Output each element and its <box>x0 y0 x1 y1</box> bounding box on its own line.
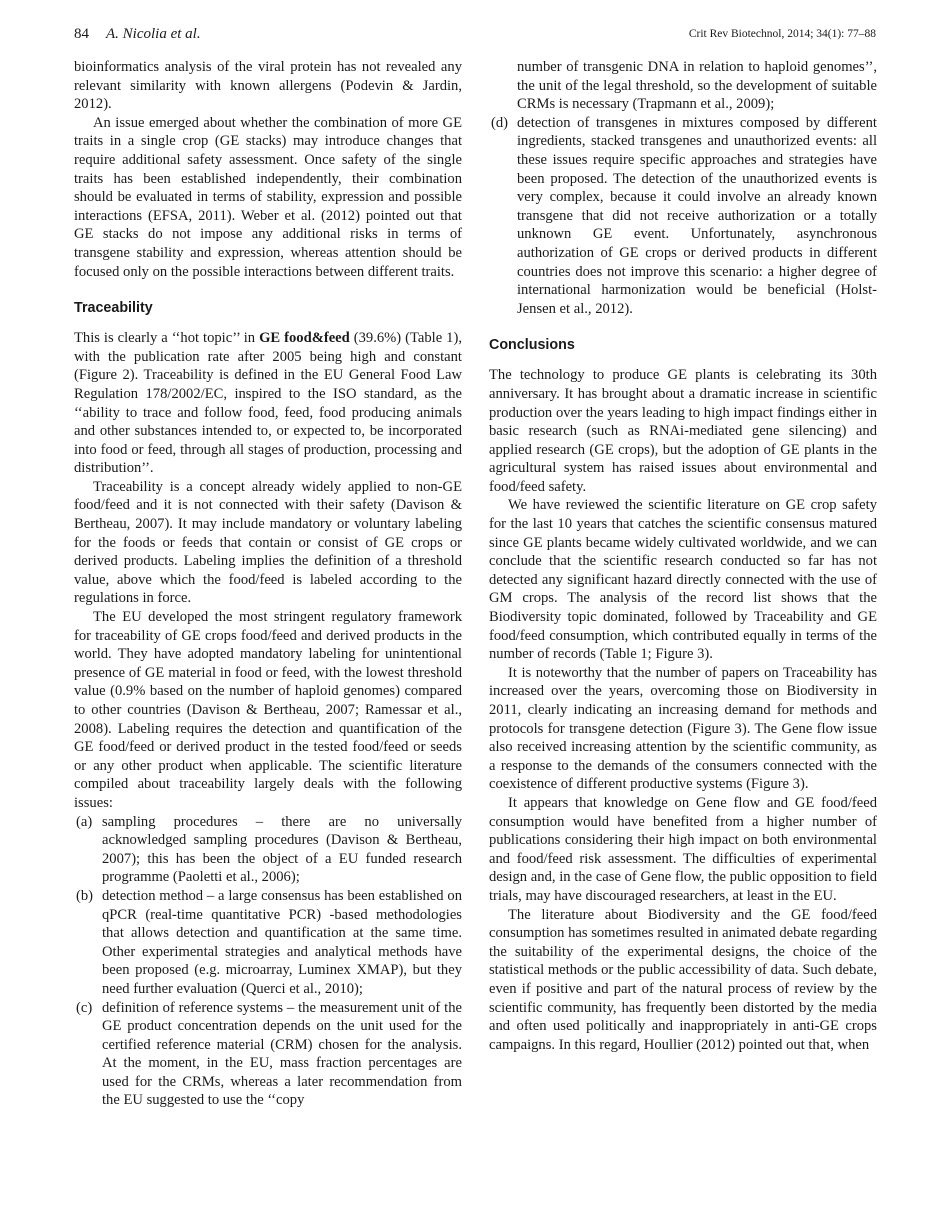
paragraph: We have reviewed the scientific literature on GE crop safety for the last 10 years that catches the scientific consensus matured since GE plants became widely cultivated worldwide, and we can conclude that the scientific research conducted so far has not detected any significant hazard directly connected with the use of GM crops. The analysis of the record list shows that the Biodiversity topic dominated, followed by Traceability and GE food/feed consumption, which contributed equally in terms of the number of records (Table 1; Figure 3). <box>489 497 877 663</box>
left-column <box>74 58 462 1110</box>
section-heading-traceability: Traceability <box>74 300 153 317</box>
list-item <box>74 999 462 1111</box>
list-item <box>489 114 877 319</box>
issue-list <box>74 813 462 1111</box>
list-item <box>74 813 462 887</box>
section-heading-conclusions: Conclusions <box>489 337 575 354</box>
issue-list-continued <box>489 114 877 319</box>
list-label: (b) <box>76 887 94 904</box>
list-label: (d) <box>491 114 509 131</box>
bold-term: GE food&feed <box>259 330 350 347</box>
paragraph: It is noteworthy that the number of papers on Traceability has increased over the years, overcoming those on Biodiversity in 2011, clearly indicating an increasing demand for methods and protocols for transgene detection (Figure 3). The Gene flow issue also received increasing attention by the scientific community, as a response to the demands of the consumers connected with the coexistence of different productive systems (Figure 3). <box>489 664 877 793</box>
paragraph: The literature about Biodiversity and the GE food/feed consumption has sometimes resulted in animated debate regarding the suitability of the experimental designs, the choice of the statistical methods or the public accessibility of data. Such debate, even if positive and part of the natural process of review by the scientific community, has frequently been distorted by the media and often used politically and inappropriately in anti-GE crops campaigns. In this regard, Houllier (2012) pointed out that, when <box>489 906 877 1053</box>
paragraph <box>74 329 462 478</box>
list-text: sampling procedures – there are no universally acknowledged sampling procedures (Davison & Bertheau, 2007); this has been the object of a EU funded research programme (Paoletti et al., 2006); <box>102 813 462 886</box>
page-number: 84 <box>74 26 89 42</box>
list-item-continuation: number of transgenic DNA in relation to haploid genomes’’, the unit of the legal threshold, so the development of suitable CRMs is necessary (Trapmann et al., 2009); <box>517 59 877 113</box>
list-label: (c) <box>76 999 93 1016</box>
paragraph: bioinformatics analysis of the viral protein has not revealed any relevant similarity with known allergens (Podevin & Jardin, 2012). <box>74 59 462 113</box>
list-text: definition of reference systems – the measurement unit of the GE product concentration depends on the unit used for the certified reference material (CRM) chosen for the analysis. At the moment, in the EU, mass fraction percentages are used for the CRMs, whereas a later recommendation from the EU suggested to use the ‘‘copy <box>102 999 462 1109</box>
paragraph: The EU developed the most stringent regulatory framework for traceability of GE crops food/feed and derived products in the world. They have adopted mandatory labeling for unintentional presence of GE material in food or feed, with the lowest threshold value (0.9% based on the number of haploid genomes) compared to other countries (Davison & Bertheau, 2007; Ramessar et al., 2008). Labeling requires the detection and quantification of the GE food/feed or derived product in the tested food/feed or seeds or any other product when applicable. The scientific literature compiled about traceability largely deals with the following issues: <box>74 609 462 811</box>
list-text: detection of transgenes in mixtures composed by different ingredients, stacked transgenes and unauthorized events: all these issues require specific approaches and strategies have been proposed. The detection of the unauthorized events is very complex, because it could involve an already known transgene that did not receive authorization or a totally unknown GE event. Unfortunately, asynchronous authorization of GE crops or derived products in different countries does not improve this scenario: a higher degree of international harmonization would be beneficial (Holst-Jensen et al., 2012). <box>517 114 877 317</box>
paragraph: It appears that knowledge on Gene flow and GE food/feed consumption would have benefited from a higher number of publications considering their high impact on both environmental and food/feed risk assessment. The difficulties of experimental design and, in the case of Gene flow, the public opposition to field trials, may have discouraged researchers, at least in the EU. <box>489 794 877 904</box>
paragraph: An issue emerged about whether the combination of more GE traits in a single crop (GE stacks) may introduce changes that require additional safety assessment. Once safety of the single traits has been established independently, their combination should be evaluated in terms of stability, expression and possible interactions (EFSA, 2011). Weber et al. (2012) pointed out that GE stacks do not impose any additional risks in terms of transgene stability and expression, whereas attention should be focused only on the possible interactions between different traits. <box>74 114 462 280</box>
list-label: (a) <box>76 813 93 830</box>
text-run: This is clearly a ‘‘hot topic’’ in <box>74 330 260 347</box>
list-text: detection method – a large consensus has been established on qPCR (real-time quantitative PCR) -based methodologies that allows detection and quantification at the same time. Other experimental strategies and analytical methods have been proposed (e.g. microarray, Luminex XMAP), but they need further evaluation (Querci et al., 2010); <box>102 887 462 997</box>
running-header <box>74 26 876 48</box>
list-item <box>74 887 462 999</box>
journal-citation: Crit Rev Biotechnol, 2014; 34(1): 77–88 <box>688 28 876 40</box>
right-column <box>489 58 877 1054</box>
text-run: (39.6%) (Table 1), with the publication rate after 2005 being high and constant (Figure 2). Traceability is defined in the EU General Food Law Regulation 178/2002/EC, inspired to the ISO standard, as the ‘‘ability to trace and follow food, feed, food producing animals and other substances intended to, or expected to, be incorporated into food or feed, through all stages of production, processing and distribution’’. <box>74 330 462 477</box>
paragraph: Traceability is a concept already widely applied to non-GE food/feed and it is not connected with their safety (Davison & Bertheau, 2007). It may include mandatory or voluntary labeling for the foods or feeds that contain or consist of GE crops or derived products. Labeling implies the definition of a threshold value, above which the food/feed is labeled according to the regulations in force. <box>74 478 462 607</box>
running-authors: A. Nicolia et al. <box>106 26 201 42</box>
paragraph: The technology to produce GE plants is celebrating its 30th anniversary. It has brought about a dramatic increase in scientific production over the years leading to high impact findings either in basic research (such as RNAi-mediated gene silencing) and applied research (GE crops), but the adoption of GE plants in the agricultural system has raised issues about environmental and food/feed safety. <box>489 367 877 495</box>
